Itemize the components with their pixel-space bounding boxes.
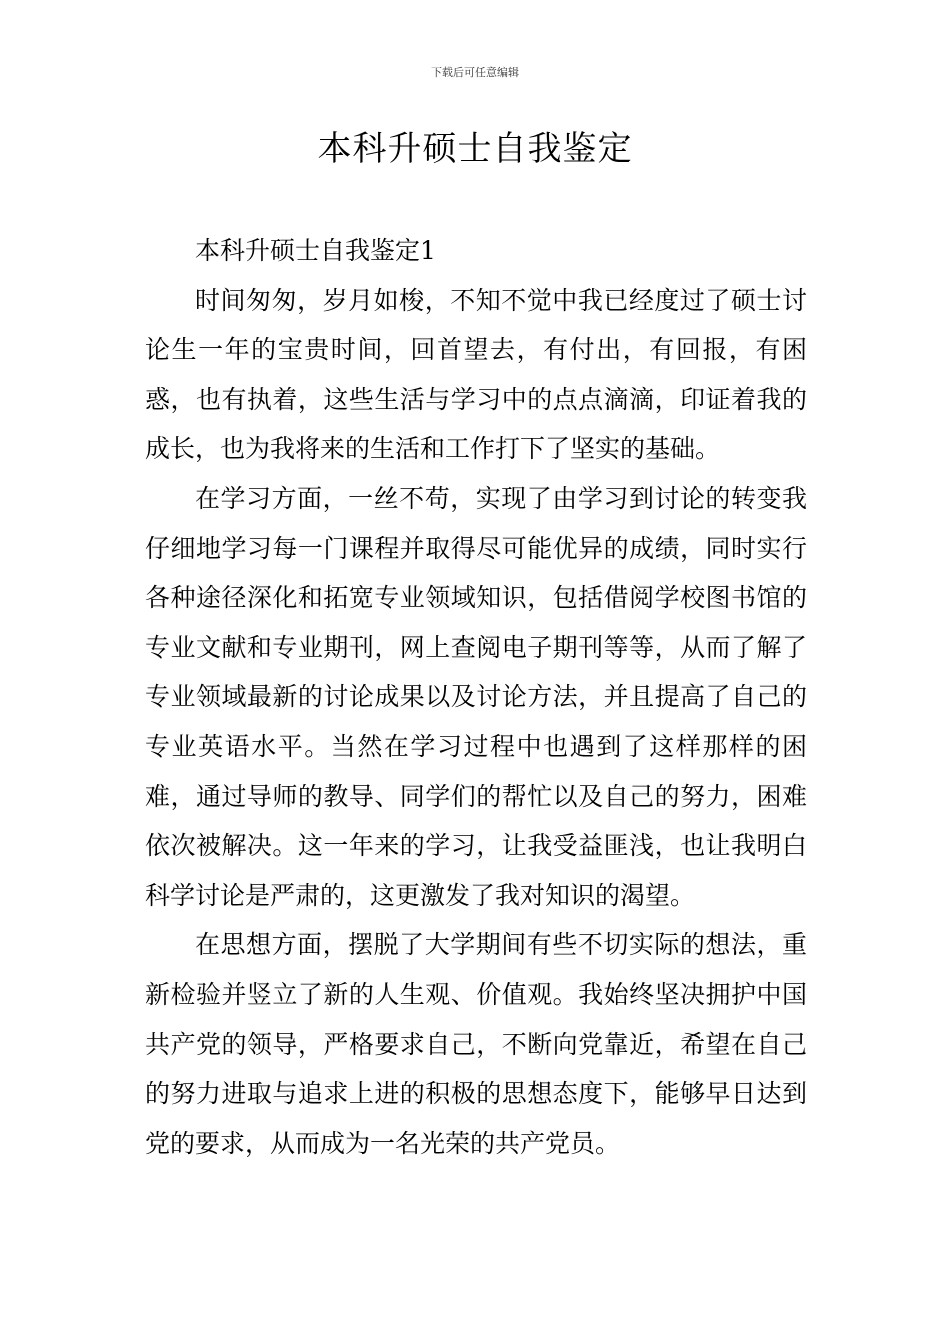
header-note: 下载后可任意编辑 [431, 66, 519, 79]
document-body [145, 226, 807, 1168]
paragraph-thought: 在思想方面，摆脱了大学期间有些不切实际的想法，重新检验并竖立了新的人生观、价值观。我始终坚决拥护中国共产党的领导，严格要求自己，不断向党靠近，希望在自己的努力进取与追求上进的积极的思想态度下，能够早日达到党的要求，从而成为一名光荣的共产党员。 [145, 930, 807, 1158]
paragraph-study: 在学习方面，一丝不苟，实现了由学习到讨论的转变我仔细地学习每一门课程并取得尽可能优异的成绩，同时实行各种途径深化和拓宽专业领域知识，包括借阅学校图书馆的专业文献和专业期刊，网上查阅电子期刊等等，从而了解了专业领域最新的讨论成果以及讨论方法，并且提高了自己的专业英语水平。当然在学习过程中也遇到了这样那样的困难，通过导师的教导、同学们的帮忙以及自己的努力，困难依次被解决。这一年来的学习，让我受益匪浅，也让我明白科学讨论是严肃的，这更激发了我对知识的渴望。 [145, 483, 807, 910]
document-title: 本科升硕士自我鉴定 [317, 129, 633, 169]
paragraph-subtitle: 本科升硕士自我鉴定1 [195, 236, 436, 265]
paragraph-intro: 时间匆匆，岁月如梭，不知不觉中我已经度过了硕士讨论生一年的宝贵时间，回首望去，有付出，有回报，有困惑，也有执着，这些生活与学习中的点点滴滴，印证着我的成长，也为我将来的生活和工作打下了坚实的基础。 [145, 285, 807, 464]
